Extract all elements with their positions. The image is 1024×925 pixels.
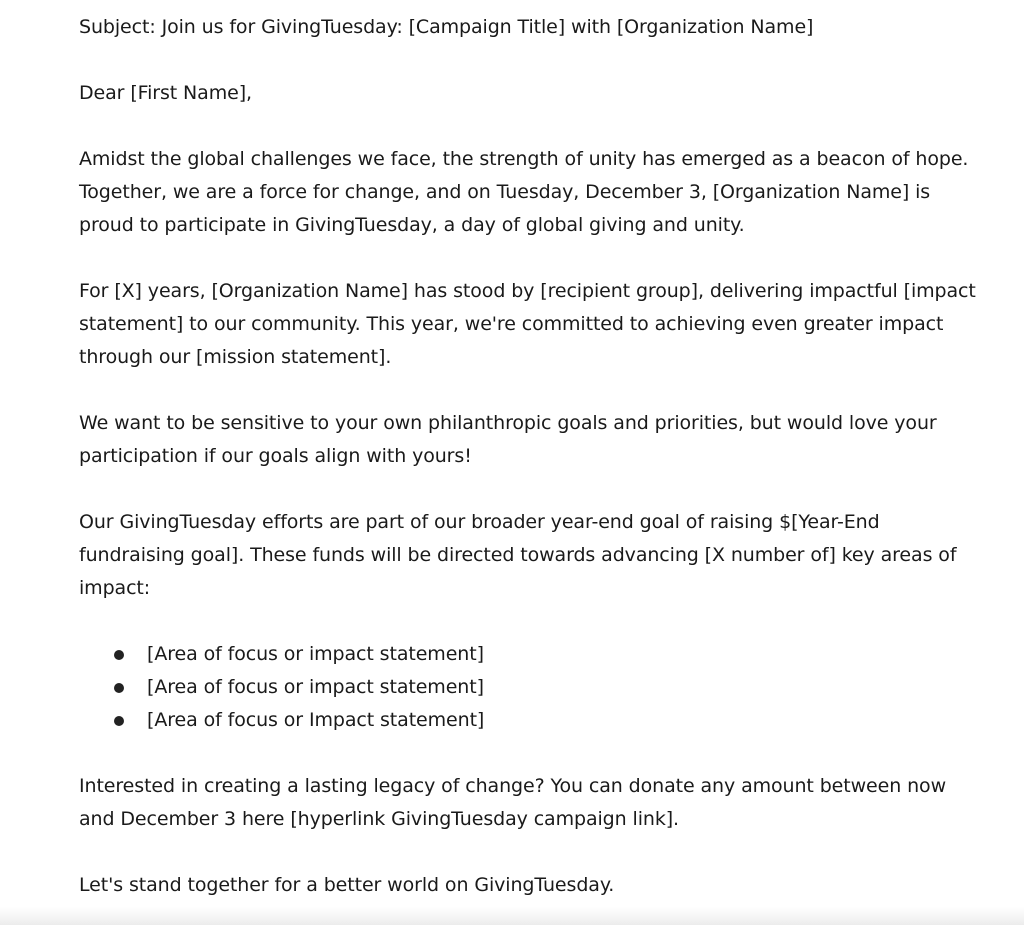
paragraph-sign-off: Let's stand together for a better world on GivingTuesday. [79, 874, 615, 896]
page-bottom-edge [0, 907, 1024, 925]
email-template-document [79, 11, 979, 902]
list-item [79, 671, 979, 704]
paragraph-sensitivity: We want to be sensitive to your own philanthropic goals and priorities, but would love your participation if our goals align with yours! [79, 412, 937, 467]
focus-area-list [79, 638, 979, 737]
email-subject-line: Subject: Join us for GivingTuesday: [Campaign Title] with [Organization Name] [79, 16, 814, 38]
list-item [79, 704, 979, 737]
paragraph-donate-call-to-action: Interested in creating a lasting legacy of change? You can donate any amount between now and December 3 here [hyperlink GivingTuesday campaign link]. [79, 775, 947, 830]
bullet-icon [114, 683, 124, 693]
list-item-text: [Area of focus or impact statement] [147, 643, 484, 665]
bullet-icon [114, 716, 124, 726]
email-greeting: Dear [First Name], [79, 82, 252, 104]
list-item-text: [Area of focus or impact statement] [147, 676, 484, 698]
paragraph-fundraising-goal: Our GivingTuesday efforts are part of our broader year-end goal of raising $[Year-End fundraising goal]. These funds will be directed towards advancing [X number of] key areas of impact: [79, 511, 957, 599]
paragraph-unity: Amidst the global challenges we face, the strength of unity has emerged as a beacon of hope. Together, we are a force for change, and on Tuesday, December 3, [Organization Name] is proud to participate in GivingTuesday, a day of global giving and unity. [79, 148, 969, 236]
list-item [79, 638, 979, 671]
list-item-text: [Area of focus or Impact statement] [147, 709, 485, 731]
paragraph-history: For [X] years, [Organization Name] has stood by [recipient group], delivering impactful [impact statement] to our community. This year, we're committed to achieving even greater impact through our [mission statement]. [79, 280, 976, 368]
bullet-icon [114, 650, 124, 660]
